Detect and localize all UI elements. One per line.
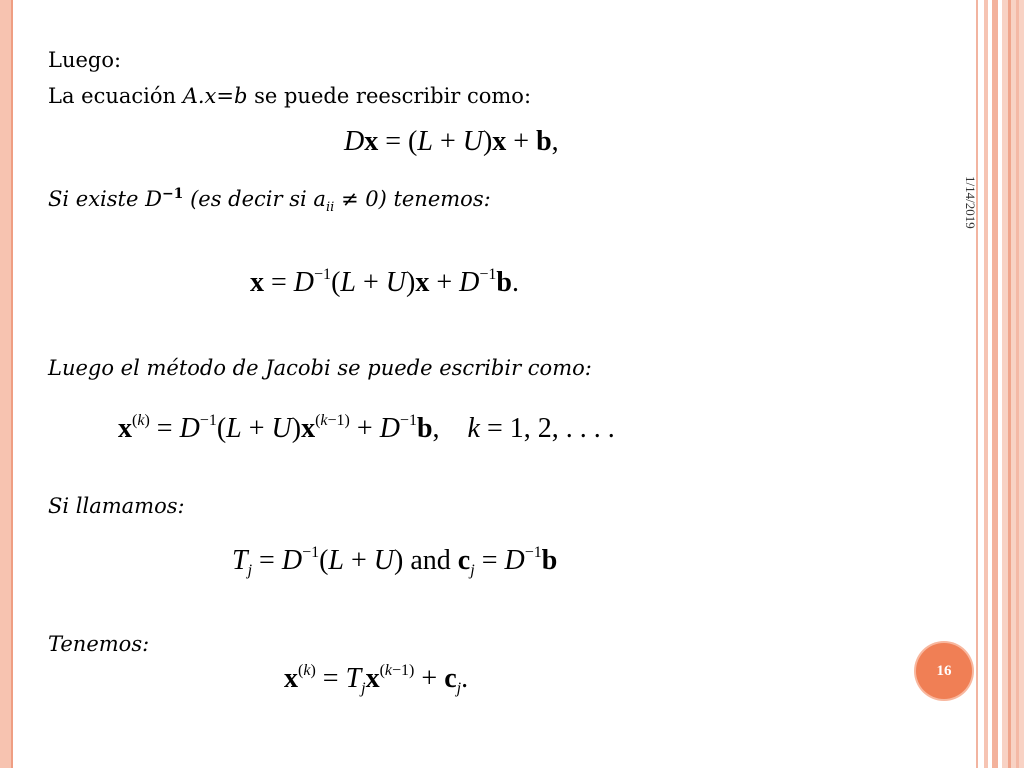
text-si-existe-exp: −1 — [161, 186, 184, 202]
right-decorative-stripe — [992, 0, 998, 768]
text-si-llamamos: Si llamamos: — [48, 494, 185, 518]
right-decorative-stripe — [1008, 0, 1011, 768]
text-si-existe-sub: ii — [325, 200, 335, 216]
text-si-existe-D: D — [145, 187, 162, 211]
text-ecuacion-expr: A.x=b — [182, 84, 248, 108]
left-decorative-line — [11, 0, 13, 768]
text-metodo-jacobi: Luego el método de Jacobi se puede escribir como: — [48, 356, 592, 380]
equation-2: $x = D^{-1}(L + U)x + D^{-1}b$. — [250, 266, 519, 298]
text-ecuacion-post: se puede reescribir como: — [247, 84, 532, 108]
equation-4: $T_j = D^{-1}(L + U)$ and $c_j = D^{-1}b$ — [232, 544, 558, 579]
right-decorative-band — [1002, 0, 1024, 768]
equation-5: $x^{(k)} = T_jx^{(k-1)} + c_j$. — [284, 662, 469, 697]
text-ecuacion — [48, 84, 531, 108]
text-si-existe — [48, 186, 491, 215]
text-si-existe-pre: Si existe — [48, 187, 146, 211]
text-luego: Luego: — [48, 48, 122, 72]
page-number-badge: 16 — [916, 643, 972, 699]
right-decorative-stripe — [1016, 0, 1019, 768]
right-decorative-stripe — [984, 0, 988, 768]
text-si-existe-post: ≠ 0) tenemos: — [334, 187, 491, 211]
text-ecuacion-pre: La ecuación — [48, 84, 183, 108]
slide-date: 1/14/2019 — [963, 176, 978, 229]
right-decorative-stripe — [976, 0, 978, 768]
text-si-existe-mid: (es decir si — [183, 187, 314, 211]
equation-1: Dx = (L + U)x + b, — [344, 126, 559, 157]
left-decorative-bar — [0, 0, 11, 768]
text-tenemos: Tenemos: — [48, 632, 150, 656]
text-si-existe-a: a — [313, 187, 326, 211]
equation-3: $x^{(k)} = D^{-1}(L + U)x^{(k-1)} + D^{-1}b$, k = 1, 2, . . . . — [118, 412, 615, 444]
